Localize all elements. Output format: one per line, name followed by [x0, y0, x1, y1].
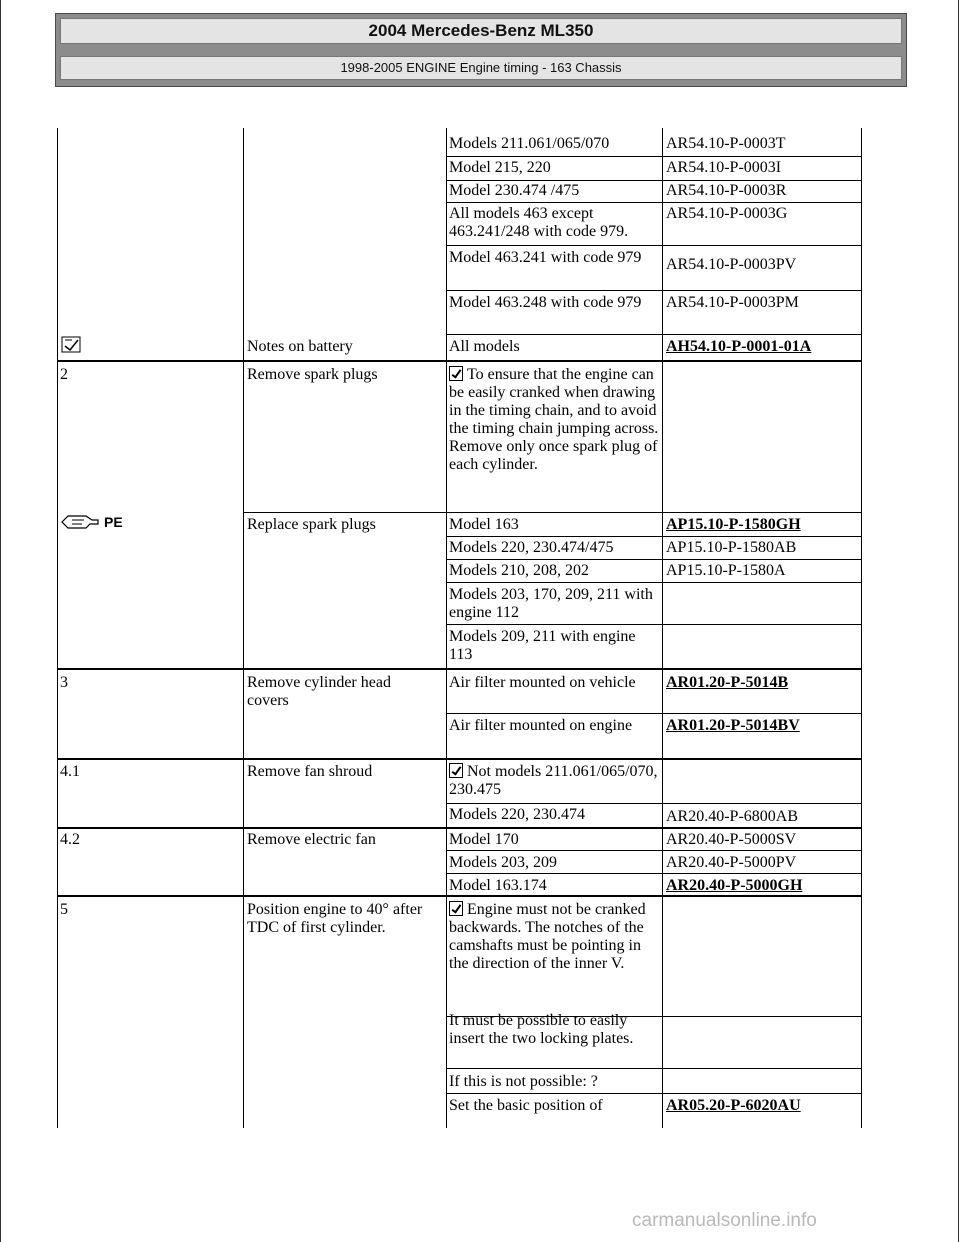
reference-link[interactable]: AR20.40-P-5000GH	[666, 877, 803, 894]
model-cell: Models 220, 230.474	[449, 806, 585, 823]
model-cell: Models 211.061/065/070	[449, 135, 610, 152]
table-border-right	[861, 128, 862, 1128]
step-label: Remove spark plugs	[247, 366, 378, 383]
step-label: Remove cylinder head covers	[247, 674, 391, 709]
reference-code: AR54.10-P-0003G	[666, 205, 788, 222]
pe-label: PE	[104, 514, 123, 530]
row-divider	[447, 713, 861, 714]
reference-code: AP15.10-P-1580A	[666, 562, 786, 579]
note-text: Not models 211.061/065/070, 230.475	[449, 763, 658, 798]
instruction-text: It must be possible to easily insert the two locking plates.	[449, 1012, 634, 1047]
instruction-text: Set the basic position of	[449, 1097, 603, 1114]
instruction-text: If this is not possible: ?	[449, 1073, 598, 1090]
row-divider	[447, 180, 861, 181]
reference-link[interactable]: AR05.20-P-6020AU	[666, 1097, 801, 1114]
model-cell: Model 163	[449, 516, 519, 533]
step-number: 3	[60, 674, 68, 691]
step-label: Remove fan shroud	[247, 763, 373, 780]
table-divider	[243, 128, 244, 1128]
row-divider	[447, 156, 861, 157]
note-cell	[449, 763, 661, 799]
model-cell: Air filter mounted on vehicle	[449, 674, 636, 691]
note-text: Engine must not be cranked backwards. The notches of the camshafts must be pointing in the direction of the inner V.	[449, 901, 646, 972]
model-cell: Models 210, 208, 202	[449, 562, 589, 579]
document-icon[interactable]	[60, 336, 82, 354]
model-cell: Model 463.241 with code 979	[449, 249, 642, 266]
step-number: 5	[60, 901, 68, 918]
reference-code: AR54.10-P-0003T	[666, 135, 786, 152]
reference-code: AR20.40-P-5000SV	[666, 831, 797, 848]
reference-code: AR20.40-P-5000PV	[666, 854, 797, 871]
model-cell: Model 163.174	[449, 877, 547, 894]
row-divider	[447, 202, 861, 203]
reference-link[interactable]: AH54.10-P-0001-01A	[666, 338, 812, 355]
table-divider	[446, 128, 447, 1128]
document-title: 2004 Mercedes-Benz ML350	[60, 18, 902, 44]
row-divider	[447, 245, 861, 246]
model-cell: Model 170	[449, 831, 519, 848]
step-number: 2	[60, 366, 68, 383]
reference-code: AR20.40-P-6800AB	[666, 808, 799, 825]
model-cell: Models 203, 170, 209, 211 with engine 112	[449, 586, 653, 621]
page-right-edge	[958, 0, 959, 1242]
document-header	[55, 13, 907, 87]
reference-code: AR54.10-P-0003I	[666, 159, 782, 176]
model-cell: All models	[449, 338, 520, 355]
note-icon	[449, 901, 463, 916]
row-divider	[447, 536, 861, 537]
section-divider	[57, 360, 862, 362]
reference-link[interactable]: AP15.10-P-1580GH	[666, 516, 801, 533]
step-label: Replace spark plugs	[247, 516, 376, 533]
reference-link[interactable]: AR01.20-P-5014BV	[666, 717, 800, 734]
row-divider	[447, 582, 861, 583]
reference-code: AR54.10-P-0003PV	[666, 256, 797, 273]
row-divider	[243, 512, 861, 513]
watermark: carmanualsonline.info	[632, 1210, 817, 1231]
reference-code: AR54.10-P-0003PM	[666, 294, 799, 311]
reference-code: AR54.10-P-0003R	[666, 182, 787, 199]
row-divider	[447, 850, 861, 851]
note-text: To ensure that the engine can be easily cranked when drawing in the timing chain, and to avoid the timing chain jumping across. Remove only once spark plug of each cylinder.	[449, 366, 659, 473]
row-divider	[447, 1093, 861, 1094]
note-icon	[449, 763, 463, 778]
step-number: 4.2	[60, 831, 80, 848]
page-left-edge	[0, 0, 1, 1242]
row-divider	[447, 290, 861, 291]
model-cell: Model 215, 220	[449, 159, 551, 176]
step-label: Position engine to 40° after TDC of first cylinder.	[247, 901, 423, 936]
model-cell: Models 209, 211 with engine 113	[449, 628, 636, 663]
section-divider	[57, 668, 862, 670]
row-divider	[447, 334, 861, 335]
row-divider	[447, 873, 861, 874]
section-divider	[57, 827, 862, 829]
model-cell: Air filter mounted on engine	[449, 717, 633, 734]
reference-link[interactable]: AR01.20-P-5014B	[666, 674, 789, 691]
model-cell: Models 220, 230.474/475	[449, 539, 614, 556]
section-divider	[57, 758, 862, 760]
step-label: Remove electric fan	[247, 831, 376, 848]
step-number: 4.1	[60, 763, 80, 780]
model-cell: Models 203, 209	[449, 854, 557, 871]
note-icon	[449, 366, 463, 381]
section-divider	[57, 895, 862, 897]
model-cell: All models 463 except 463.241/248 with code 979.	[449, 205, 629, 240]
row-divider	[447, 559, 861, 560]
row-divider	[447, 803, 861, 804]
note-cell	[449, 901, 654, 973]
note-cell	[449, 366, 661, 474]
model-cell: Model 230.474 /475	[449, 182, 580, 199]
document-subtitle: 1998-2005 ENGINE Engine timing - 163 Chassis	[60, 56, 902, 80]
table-divider	[662, 128, 663, 1128]
row-divider	[447, 1068, 861, 1069]
model-cell: Model 463.248 with code 979	[449, 294, 642, 311]
reference-code: AP15.10-P-1580AB	[666, 539, 797, 556]
table-border-left	[57, 128, 58, 1128]
step-label: Notes on battery	[247, 338, 353, 355]
row-divider	[447, 624, 861, 625]
